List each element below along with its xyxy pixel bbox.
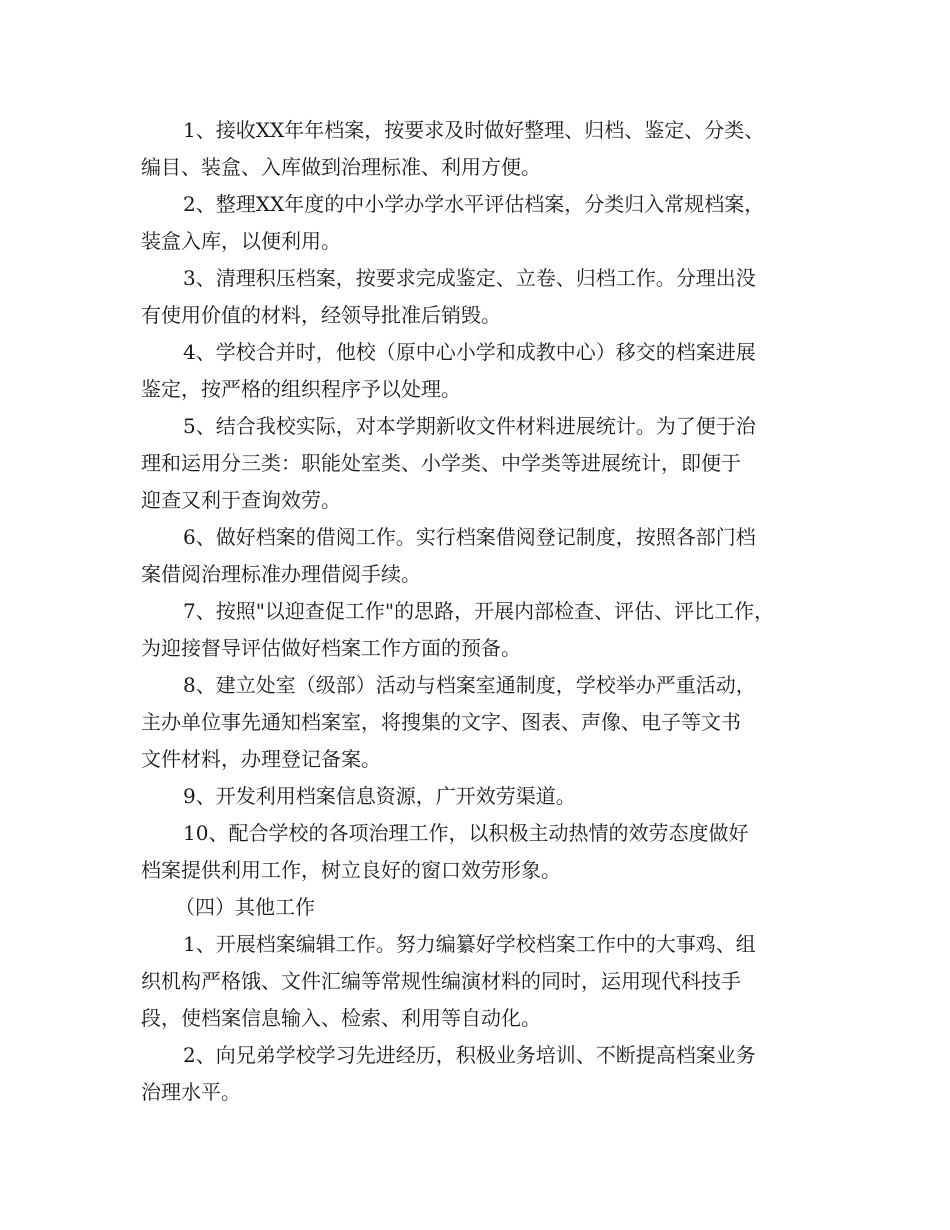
- item-7-line-1: 7、按照"以迎查促工作"的思路，开展内部检查、评估、评比工作，: [183, 599, 775, 623]
- item-6-line-2: 案借阅治理标准办理借阅手续。: [141, 562, 421, 586]
- other-item-1-line-1: 1、开展档案编辑工作。努力编纂好学校档案工作中的大事鸡、组: [183, 932, 756, 956]
- section-heading-other-work: （四）其他工作: [175, 895, 315, 919]
- item-5-line-2: 理和运用分三类：职能处室类、小学类、中学类等进展统计，即便于: [141, 451, 741, 475]
- item-4-line-2: 鉴定，按严格的组织程序予以处理。: [141, 377, 461, 401]
- item-10-line-1: 10、配合学校的各项治理工作，以积极主动热情的效劳态度做好: [183, 821, 749, 845]
- item-3-line-1: 3、清理积压档案，按要求完成鉴定、立卷、归档工作。分理出没: [183, 266, 756, 290]
- other-item-2-line-2: 治理水平。: [141, 1080, 241, 1104]
- item-1-line-1: 1、接收XX年年档案，按要求及时做好整理、归档、鉴定、分类、: [183, 118, 765, 142]
- item-2-line-2: 装盒入库，以便利用。: [141, 229, 341, 253]
- item-8-line-3: 文件材料，办理登记备案。: [141, 747, 381, 771]
- item-8-line-1: 8、建立处室（级部）活动与档案室通制度，学校举办严重活动，: [183, 673, 756, 697]
- item-6-line-1: 6、做好档案的借阅工作。实行档案借阅登记制度，按照各部门档: [183, 525, 756, 549]
- item-4-line-1: 4、学校合并时，他校（原中心小学和成教中心）移交的档案进展: [183, 340, 756, 364]
- item-10-line-2: 档案提供利用工作，树立良好的窗口效劳形象。: [141, 858, 561, 882]
- document-body: [141, 112, 831, 1111]
- other-item-1-line-3: 段，使档案信息输入、检索、利用等自动化。: [141, 1006, 541, 1030]
- other-item-2-line-1: 2、向兄弟学校学习先进经历，积极业务培训、不断提高档案业务: [183, 1043, 756, 1067]
- other-item-1-line-2: 织机构严格饿、文件汇编等常规性编演材料的同时，运用现代科技手: [141, 969, 741, 993]
- item-3-line-2: 有使用价值的材料，经领导批准后销毁。: [141, 303, 501, 327]
- item-7-line-2: 为迎接督导评估做好档案工作方面的预备。: [141, 636, 521, 660]
- item-8-line-2: 主办单位事先通知档案室，将搜集的文字、图表、声像、电子等文书: [141, 710, 741, 734]
- item-9-line-1: 9、开发利用档案信息资源，广开效劳渠道。: [183, 784, 576, 808]
- item-5-line-3: 迎查又利于查询效劳。: [141, 488, 341, 512]
- item-1-line-2: 编目、装盒、入库做到治理标准、利用方便。: [141, 155, 541, 179]
- item-2-line-1: 2、整理XX年度的中小学办学水平评估档案，分类归入常规档案，: [183, 192, 765, 216]
- item-5-line-1: 5、结合我校实际，对本学期新收文件材料进展统计。为了便于治: [183, 414, 756, 438]
